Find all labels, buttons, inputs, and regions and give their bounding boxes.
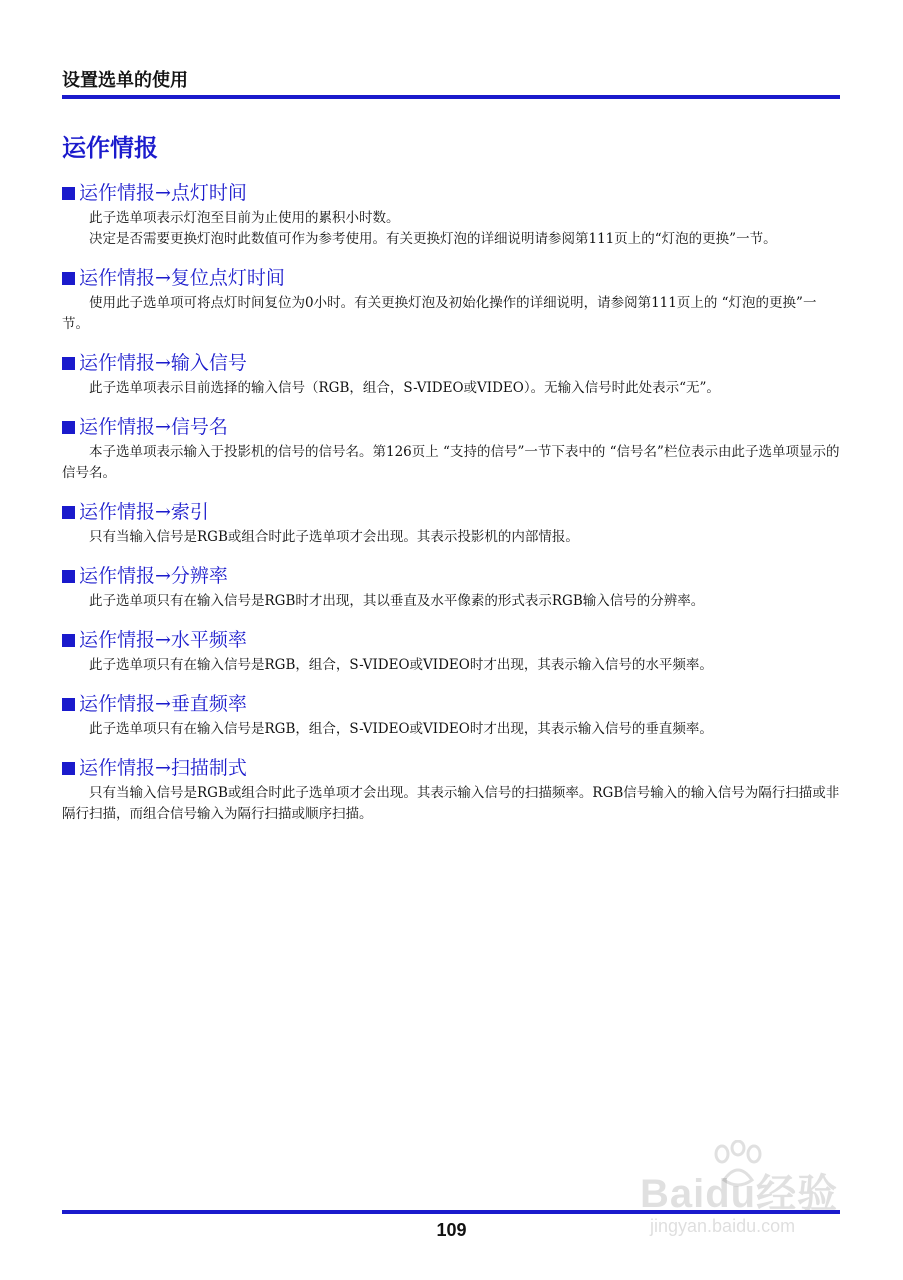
section-lamp-time <box>62 178 840 250</box>
section-heading <box>62 178 840 208</box>
paragraph: 此子选单项只有在输入信号是RGB，组合，S-VIDEO或VIDEO时才出现，其表示输入信号的水平频率。 <box>89 657 713 673</box>
section-heading-text: 运作情报→分辨率 <box>79 565 228 587</box>
section-heading <box>62 625 840 655</box>
footer-rule <box>62 1210 840 1214</box>
section-heading-text: 运作情报→输入信号 <box>79 352 247 374</box>
paragraph: 此子选单项只有在输入信号是RGB，组合，S-VIDEO或VIDEO时才出现，其表示输入信号的垂直频率。 <box>89 721 713 737</box>
section-index <box>62 497 840 548</box>
paragraph: 使用此子选单项可将点灯时间复位为0小时。有关更换灯泡及初始化操作的详细说明，请参阅第111页上的 “灯泡的更换”一节。 <box>62 295 817 332</box>
square-bullet-icon <box>62 272 75 285</box>
header-rule <box>62 95 840 99</box>
section-reset-lamp-time <box>62 263 840 335</box>
square-bullet-icon <box>62 187 75 200</box>
watermark-url: jingyan.baidu.com <box>650 1216 796 1236</box>
square-bullet-icon <box>62 421 75 434</box>
section-heading <box>62 497 840 527</box>
section-heading-text: 运作情报→水平频率 <box>79 629 247 651</box>
paragraph: 本子选单项表示输入于投影机的信号的信号名。第126页上 “支持的信号”一节下表中的 “信号名”栏位表示由此子选单项显示的信号名。 <box>62 444 840 481</box>
section-signal-name <box>62 412 840 484</box>
paragraph: 此子选单项表示灯泡至目前为止使用的累积小时数。 <box>89 210 400 226</box>
section-vertical-frequency <box>62 689 840 740</box>
paw-icon <box>708 1140 768 1192</box>
paragraph: 只有当输入信号是RGB或组合时此子选单项才会出现。其表示投影机的内部情报。 <box>89 529 579 545</box>
paragraph: 此子选单项表示目前选择的输入信号（RGB，组合，S-VIDEO或VIDEO）。无输入信号时此处表示“无”。 <box>89 380 720 396</box>
paragraph: 决定是否需要更换灯泡时此数值可作为参考使用。有关更换灯泡的详细说明请参阅第111页上的“灯泡的更换”一节。 <box>89 231 777 247</box>
section-heading-text: 运作情报→扫描制式 <box>79 757 247 779</box>
section-heading <box>62 753 840 783</box>
section-input-signal <box>62 348 840 399</box>
section-heading-text: 运作情报→信号名 <box>79 416 228 438</box>
running-header: 设置选单的使用 <box>62 70 188 91</box>
paragraph: 只有当输入信号是RGB或组合时此子选单项才会出现。其表示输入信号的扫描频率。RGB信号输入的输入信号为隔行扫描或非隔行扫描，而组合信号输入为隔行扫描或顺序扫描。 <box>62 785 840 822</box>
section-heading-text: 运作情报→垂直频率 <box>79 693 247 715</box>
section-scan-format <box>62 753 840 825</box>
page-title: 运作情报 <box>62 134 158 162</box>
paragraph: 此子选单项只有在输入信号是RGB时才出现，其以垂直及水平像素的形式表示RGB输入信号的分辨率。 <box>89 593 705 609</box>
section-heading <box>62 561 840 591</box>
section-heading <box>62 412 840 442</box>
square-bullet-icon <box>62 762 75 775</box>
square-bullet-icon <box>62 357 75 370</box>
section-heading <box>62 348 840 378</box>
section-horizontal-frequency <box>62 625 840 676</box>
square-bullet-icon <box>62 634 75 647</box>
section-heading-text: 运作情报→复位点灯时间 <box>79 267 285 289</box>
square-bullet-icon <box>62 506 75 519</box>
section-heading <box>62 263 840 293</box>
page-number: 109 <box>436 1220 467 1240</box>
section-heading-text: 运作情报→索引 <box>79 501 209 523</box>
square-bullet-icon <box>62 698 75 711</box>
section-resolution <box>62 561 840 612</box>
section-heading <box>62 689 840 719</box>
watermark-brand: Baidu经验 <box>640 1172 839 1216</box>
section-heading-text: 运作情报→点灯时间 <box>79 182 247 204</box>
document-body <box>62 178 840 825</box>
square-bullet-icon <box>62 570 75 583</box>
